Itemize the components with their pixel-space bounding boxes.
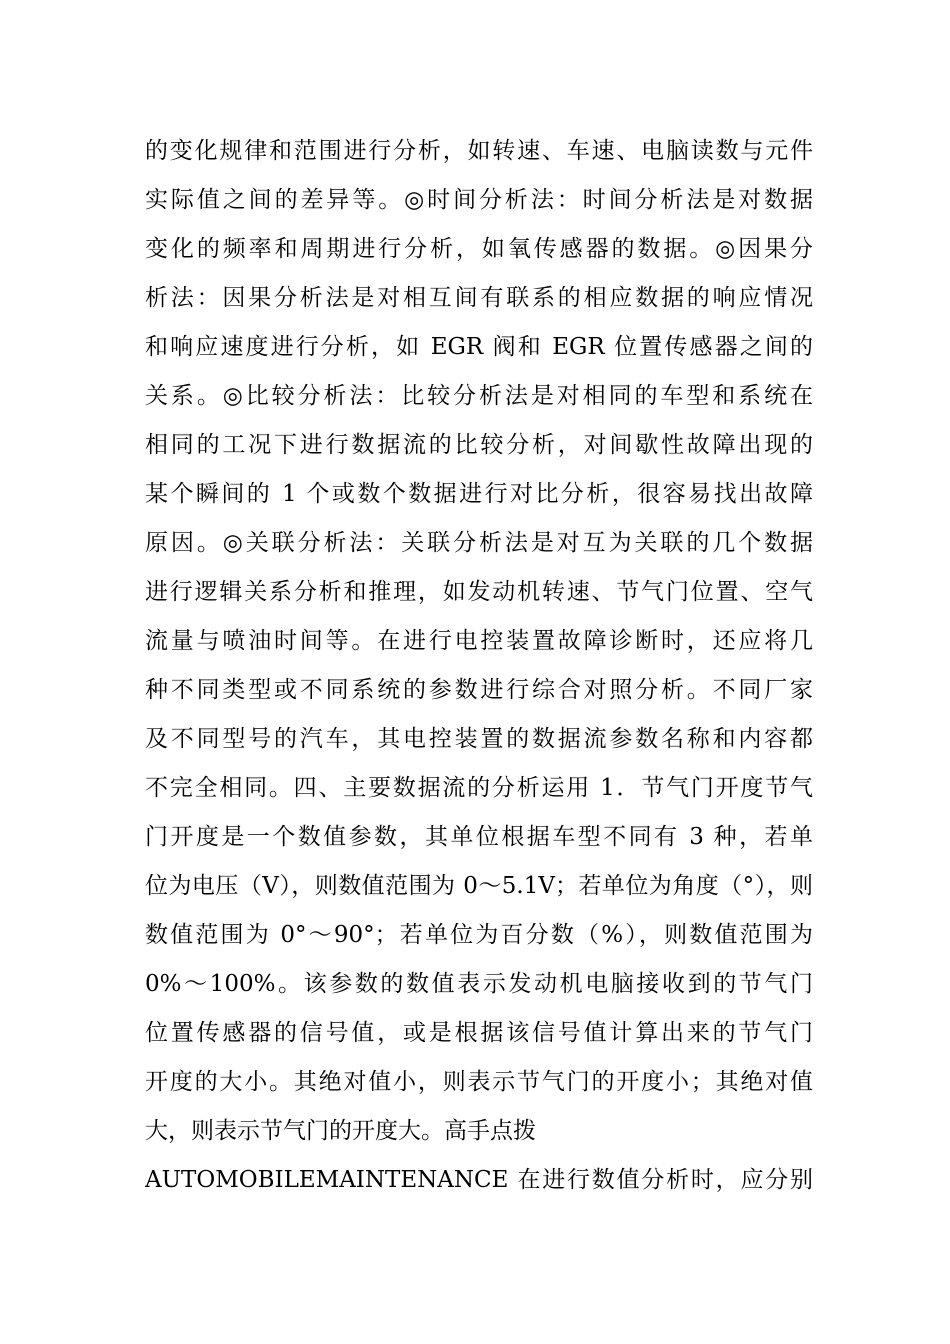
text-line-21: 大，则表示节气门的开度大。高手点拨 (145, 1118, 536, 1144)
text-line-13: 及不同型号的汽车，其电控装置的数据流参数名称和内容都 (145, 726, 813, 752)
text-line-1: 的变化规律和范围进行分析，如转速、车速、电脑读数与元件 (145, 138, 813, 164)
text-line-8: 某个瞬间的 1 个或数个数据进行对比分析，很容易找出故障 (145, 481, 813, 507)
text-line-7: 相同的工况下进行数据流的比较分析，对间歇性故障出现的 (145, 432, 813, 458)
text-line-18: 0%～100%。该参数的数值表示发动机电脑接收到的节气门 (145, 971, 813, 997)
text-line-17: 数值范围为 0°～90°；若单位为百分数（%），则数值范围为 (145, 922, 813, 948)
text-line-5: 和响应速度进行分析，如 EGR 阀和 EGR 位置传感器之间的 (145, 334, 813, 360)
text-line-10: 进行逻辑关系分析和推理，如发动机转速、节气门位置、空气 (145, 579, 813, 605)
text-line-11: 流量与喷油时间等。在进行电控装置故障诊断时，还应将几 (145, 628, 813, 654)
text-line-3: 变化的频率和周期进行分析，如氧传感器的数据。◎因果分 (145, 236, 813, 262)
text-line-14: 不完全相同。四、主要数据流的分析运用 1．节气门开度节气 (145, 775, 813, 801)
document-body (145, 127, 813, 1205)
text-line-22: AUTOMOBILEMAINTENANCE 在进行数值分析时，应分别 (145, 1167, 813, 1193)
text-line-4: 析法：因果分析法是对相互间有联系的相应数据的响应情况 (145, 285, 813, 311)
text-line-2: 实际值之间的差异等。◎时间分析法：时间分析法是对数据 (145, 187, 813, 213)
text-line-6: 关系。◎比较分析法：比较分析法是对相同的车型和系统在 (145, 383, 813, 409)
text-line-20: 开度的大小。其绝对值小，则表示节气门的开度小；其绝对值 (145, 1069, 813, 1095)
text-line-9: 原因。◎关联分析法：关联分析法是对互为关联的几个数据 (145, 530, 813, 556)
text-line-15: 门开度是一个数值参数，其单位根据车型不同有 3 种，若单 (145, 824, 813, 850)
text-line-16: 位为电压（V），则数值范围为 0～5.1V；若单位为角度（°），则 (145, 873, 813, 899)
text-line-12: 种不同类型或不同系统的参数进行综合对照分析。不同厂家 (145, 677, 813, 703)
text-line-19: 位置传感器的信号值，或是根据该信号值计算出来的节气门 (145, 1020, 813, 1046)
